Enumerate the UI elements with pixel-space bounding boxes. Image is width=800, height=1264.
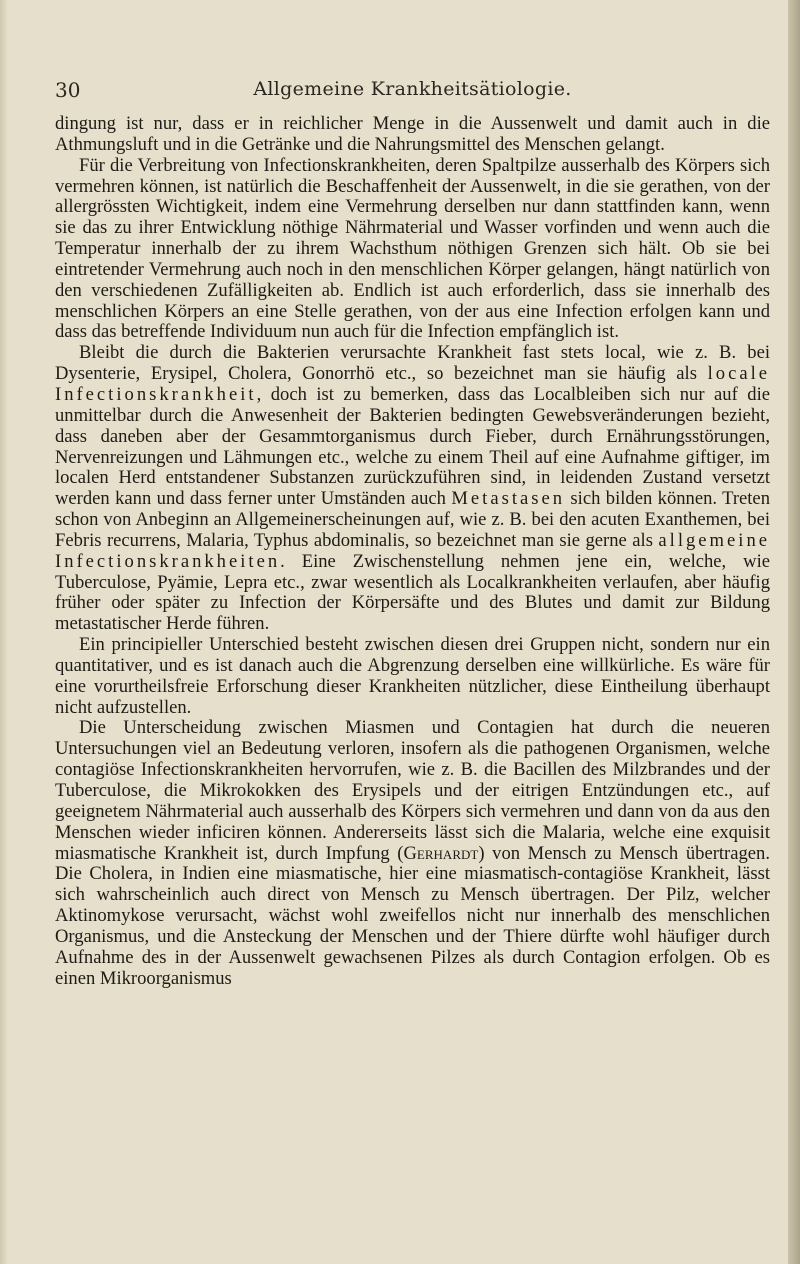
paragraph bbox=[55, 635, 770, 718]
running-head: Allgemeine Krankheitsätiologie. bbox=[253, 78, 572, 100]
text-run: Für die Verbreitung von Infectionskrankheiten, deren Spaltpilze ausserhalb des Körpers sich vermehren können, ist natürlich die Beschaffenheit der Aussenwelt, in die sie gerathen, von der allergrössten Wichtigkeit, indem eine Vermehrung derselben nur dann stattfinden kann, wenn sie das zu ihrer Entwicklung nöthige Nährmaterial und Wasser vorfinden und wenn auch die Temperatur innerhalb der zu ihrem Wachsthum nöthigen Grenzen sich hält. Ob sie bei eintretender Vermehrung auch noch in den menschlichen Körper gelangen, hängt natürlich von den verschiedenen Zufälligkeiten ab. Endlich ist auch erforderlich, dass sie innerhalb des menschlichen Körpers an eine Stelle gerathen, von der aus eine Infection erfolgen kann und dass das betreffende Individuum nun auch für die Infection empfänglich ist. bbox=[55, 154, 770, 343]
text-run: Die Unterscheidung zwischen Miasmen und Contagien hat durch die neueren Untersuchungen viel an Bedeutung verloren, insofern als die pathogenen Organismen, welche contagiöse Infectionskrankheiten hervorrufen, wie z. B. die Bacillen des Milzbrandes und der Tuberculose, die Mikrokokken des Erysipels und der eitrigen Entzündungen etc., auf geeignetem Nährmaterial auch ausserhalb des Körpers sich vermehren und dann von da aus den Menschen wieder inficiren können. Andererseits lässt sich die Malaria, welche eine exquisit miasmatische Krankheit ist, durch Impfung ( bbox=[55, 717, 770, 864]
paragraph bbox=[55, 718, 770, 989]
paragraph bbox=[55, 343, 770, 635]
text-run: sich bilden können. Treten schon von Anbeginn an Allgemeinerscheinungen auf, wie z. B. bei den acuten Exanthemen, bei Febris recurrens, Malaria, Typhus abdominalis, so bezeichnet man sie gerne als bbox=[55, 488, 770, 551]
emphasis-text: allgemeine Infectionskrankheiten bbox=[55, 529, 770, 572]
page-header bbox=[55, 78, 770, 108]
text-run: dingung ist nur, dass er in reichlicher Menge in die Aussenwelt und damit auch in die Athmungsluft und in die Getränke und die Nahrungsmittel des Menschen gelangt. bbox=[55, 113, 770, 155]
text-run: , doch ist zu bemerken, dass das Localbleiben sich nur auf die unmittelbar durch die Anwesenheit der Bakterien bedingten Gewebsveränderungen bezieht, dass daneben aber der Gesammtorganismus durch Fieber, durch Ernährungsstörungen, Nervenreizungen und Lähmungen etc., welche zu einem Theil auf eine Aufnahme giftiger, im localen Herd entstandener Substanzen zurückzuführen sind, in leidenden Zustand versetzt werden kann und dass ferner unter Umständen auch bbox=[55, 383, 770, 510]
emphasis-text: Metastasen bbox=[451, 488, 566, 510]
page-edge-shadow bbox=[788, 0, 800, 1264]
emphasis-text: locale Infectionskrankheit bbox=[55, 363, 770, 405]
paragraph bbox=[55, 114, 770, 156]
text-run: Bleibt die durch die Bakterien verursachte Krankheit fast stets local, wie z. B. bei Dysenterie, Erysipel, Cholera, Gonorrhö etc., so bezeichnet man sie häufig als bbox=[55, 342, 770, 385]
paragraph bbox=[55, 156, 770, 344]
page-number: 30 bbox=[55, 78, 81, 102]
emphasis-text: Gerhardt bbox=[403, 842, 479, 864]
text-run: . Eine Zwischenstellung nehmen jene ein, welche, wie Tuberculose, Pyämie, Lepra etc., zwar wesentlich als Localkrankheiten verlaufen, aber häufig früher oder später zu Infection der Körpersäfte und des Blutes und damit zur Bildung metastatischer Herde führen. bbox=[55, 550, 770, 635]
text-run: Ein principieller Unterschied besteht zwischen diesen drei Gruppen nicht, sondern nur ein quantitativer, und es ist danach auch die Abgrenzung derselben eine willkürliche. Es wäre für eine vorurtheilsfreie Erforschung dieser Krankheiten nützlicher, diese Eintheilung überhaupt nicht aufzustellen. bbox=[55, 634, 770, 718]
page-gutter-shadow bbox=[0, 0, 8, 1264]
text-run: ) von Mensch zu Mensch übertragen. Die Cholera, in Indien eine miasmatische, hier eine miasmatisch-contagiöse Krankheit, lässt sich wahrscheinlich auch direct von Mensch zu Mensch übertragen. Der Pilz, welcher Aktinomykose verursacht, wächst wohl zweifellos nicht nur innerhalb des menschlichen Organismus, und die Ansteckung der Menschen und der Thiere dürfte wohl häufiger durch Aufnahme des in der Aussenwelt gewachsenen Pilzes als durch Contagion erfolgen. Ob es einen Mikroorganismus bbox=[55, 842, 770, 989]
body-text bbox=[55, 114, 770, 989]
